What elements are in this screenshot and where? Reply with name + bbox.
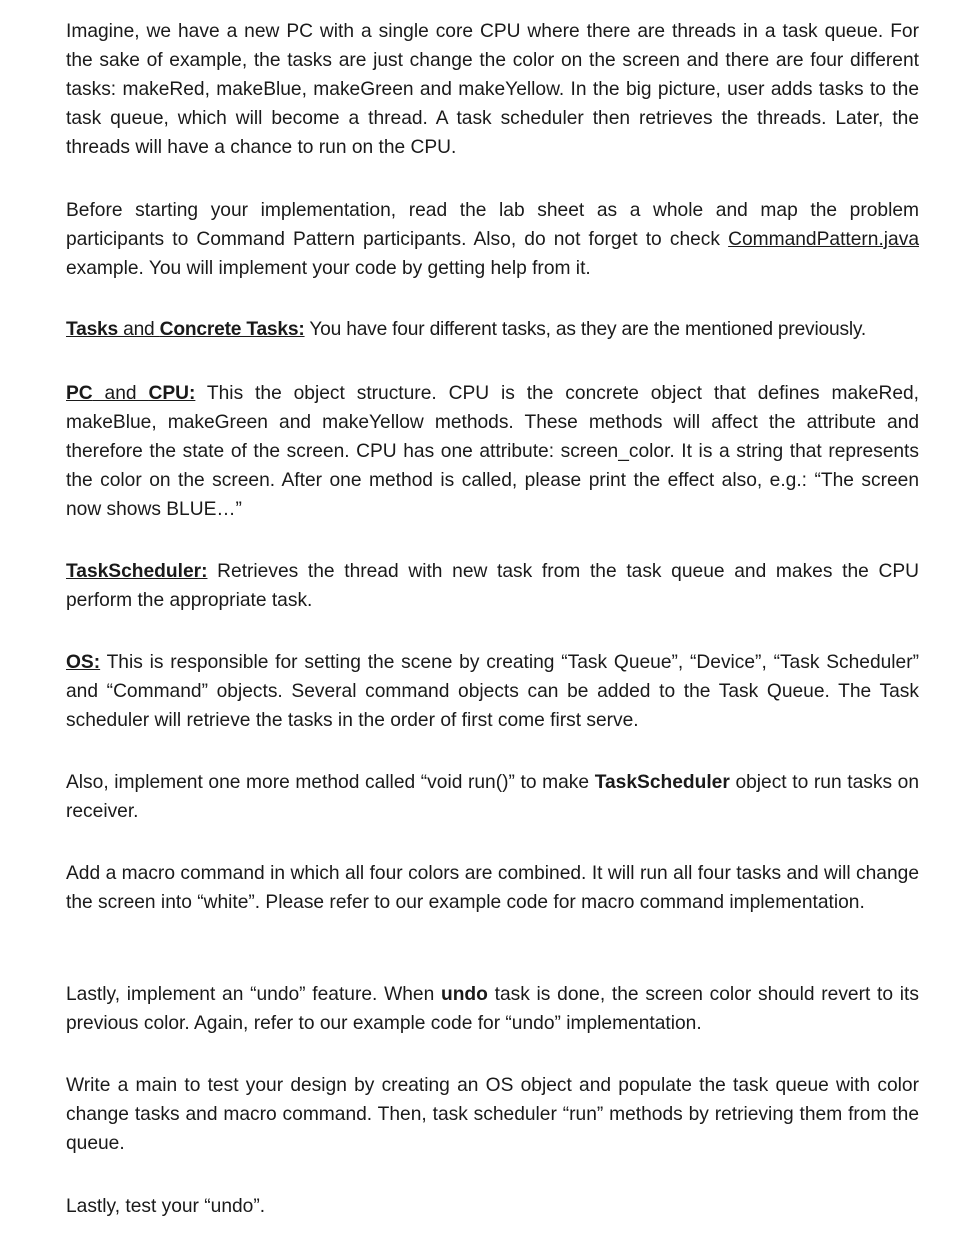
pc-cpu-paragraph [66,379,919,524]
run-text-after: object to run tasks on receiver. [66,772,920,822]
implementation-text-after: example. You will implement your code by getting help from it. [66,258,591,279]
pc-cpu-heading-and: and [92,383,149,404]
os-text: This is responsible for setting the scene by creating “Task Queue”, “Device”, “Task Scheduler” and “Command” objects. Several command objects can be added to the Task Queue. The Task scheduler will retrieve the tasks in the order of first come first serve. [66,652,919,731]
main-test-paragraph: Write a main to test your design by creating an OS object and populate the task queue with color change tasks and macro command. Then, task scheduler “run” methods by retrieving them from the queue. [66,1075,919,1154]
undo-bold: undo [440,984,488,1005]
intro-paragraph: Imagine, we have a new PC with a single core CPU where there are threads in a task queue. For the sake of example, the tasks are just change the color on the screen and there are four different tasks: makeRed, makeBlue, makeGreen and makeYellow. In the big picture, user adds tasks to the task queue, which will become a thread. A task scheduler then retrieves the threads. Later, the threads will have a chance to run on the CPU. [66,21,919,158]
implementation-paragraph [66,196,919,283]
tasks-heading: Tasks [66,319,118,340]
pc-heading: PC [66,383,93,404]
undo-text-before: Lastly, implement an “undo” feature. When [66,984,441,1005]
commandpattern-link[interactable]: CommandPattern.java [728,229,919,250]
undo-text-after: task is done, the screen color should revert to its previous color. Again, refer to our example code for “undo” implementation. [66,984,919,1034]
concrete-tasks-heading: Concrete Tasks: [159,319,305,340]
pc-cpu-text: This the object structure. CPU is the concrete object that defines makeRed, makeBlue, makeGreen and makeYellow methods. These methods will affect the attribute and therefore the state of the screen. CPU has one attribute: screen_color. It is a string that represents the color on the screen. After one method is called, please print the effect also, e.g.: “The screen now shows BLUE…” [66,383,919,520]
undo-paragraph [66,980,919,1038]
cpu-heading: CPU: [148,383,196,404]
tasks-paragraph [66,315,936,344]
run-method-paragraph [66,768,919,826]
os-paragraph [66,648,919,735]
macro-command-paragraph: Add a macro command in which all four colors are combined. It will run all four tasks and will change the screen into “white”. Please refer to our example code for macro command implementation. [66,863,919,913]
os-heading: OS: [66,652,101,673]
test-undo-paragraph: Lastly, test your “undo”. [66,1196,266,1217]
tasks-text: You have four different tasks, as they are the mentioned previously. [304,319,867,340]
taskscheduler-text: Retrieves the thread with new task from the task queue and makes the CPU perform the appropriate task. [66,561,919,611]
implementation-text-before: Before starting your implementation, read the lab sheet as a whole and map the problem participants to Command Pattern participants. Also, do not forget to check [66,200,919,250]
taskscheduler-paragraph [66,557,919,615]
tasks-heading-and: and [117,319,160,340]
run-text-before: Also, implement one more method called “void run()” to make [66,772,595,793]
taskscheduler-heading: TaskScheduler: [66,561,208,582]
taskscheduler-bold: TaskScheduler [594,772,730,793]
